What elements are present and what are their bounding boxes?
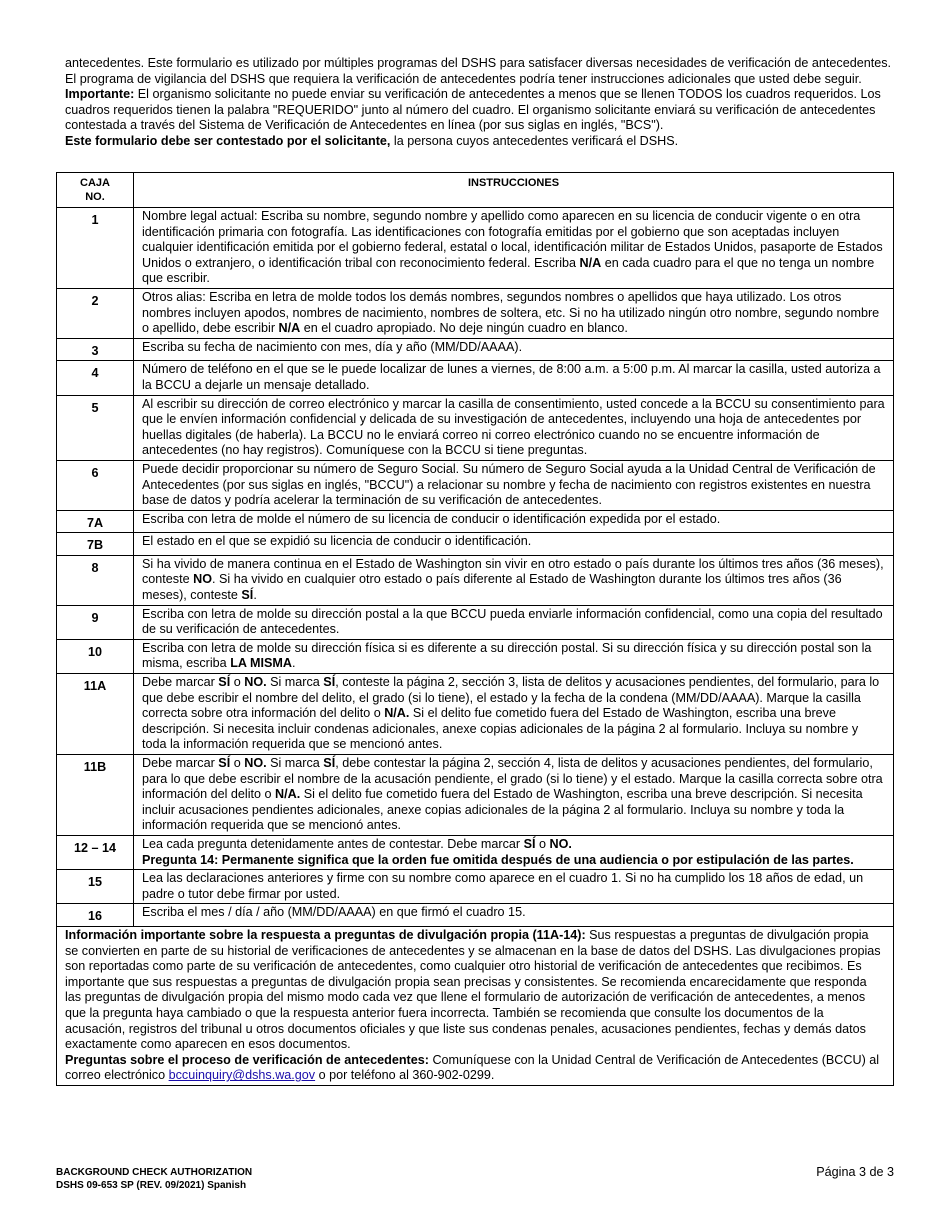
box-number: 3: [57, 338, 134, 361]
box-number: 12 – 14: [57, 835, 134, 869]
instruction-text: Otros alias: Escriba en letra de molde todos los demás nombres, segundos nombres o apellidos que haya utilizado. Los otros nombres incluyen apodos, nombres de nacimiento, nombres de soltera, etc. Si no ha utilizado ningún otro nombre, segundo nombre o apellido, debe escribir N/A en el cuadro apropiado. No deje ningún cuadro en blanco.: [134, 288, 894, 338]
instruction-text: Lea cada pregunta detenidamente antes de contestar. Debe marcar SÍ o NO. Pregunta 14: Permanente significa que la orden fue omitida después de una audiencia o por estipulación de las partes.: [134, 835, 894, 869]
instruction-text: Lea las declaraciones anteriores y firme con su nombre como aparece en el cuadro 1. Si no ha cumplido los 18 años de edad, un padre o tutor debe firmar por usted.: [134, 870, 894, 904]
instruction-text: Debe marcar SÍ o NO. Si marca SÍ, conteste la página 2, sección 3, lista de delitos y acusaciones pendientes, del formulario, para lo que debe escribir el nombre del delito, el grado (si lo tiene), el estado y la fecha de la condena (MM/DD/AAAA). Marque la casilla correcta sobre otra información del delito o N/A. Si el delito fue cometido fuera del Estado de Washington, escriba una breve descripción. Si necesita incluir condenas adicionales, anexe copias adicionales de la página 2 al formulario. Incluya su nombre y toda la información requerida que se mencionó antes.: [134, 674, 894, 755]
table-row: [57, 395, 894, 460]
table-row: [57, 288, 894, 338]
instruction-text: El estado en el que se expidió su licencia de conducir o identificación.: [134, 533, 894, 556]
box-number: 15: [57, 870, 134, 904]
table-row: [57, 555, 894, 605]
importante-paragraph: Importante: El organismo solicitante no puede enviar su verificación de antecedentes a menos que se llenen TODOS los cuadros requeridos. Los cuadros requeridos tienen la palabra "REQUERIDO" junto al número del cuadro. El organismo solicitante enviará su verificación de antecedentes contestada a través del Sistema de Verificación de Antecedentes en línea (por sus siglas en inglés, "BCS").: [65, 87, 881, 133]
intro-section: [65, 56, 895, 150]
table-row: [57, 533, 894, 556]
table-row: [57, 904, 894, 927]
box-number: 5: [57, 395, 134, 460]
table-row: [57, 361, 894, 395]
page-number: Página 3 de 3: [816, 1165, 894, 1179]
box-number: 10: [57, 639, 134, 673]
box-number: 7A: [57, 510, 134, 533]
form-number: DSHS 09-653 SP (REV. 09/2021) Spanish: [56, 1179, 247, 1191]
table-row: [57, 510, 894, 533]
form-title: BACKGROUND CHECK AUTHORIZATION: [56, 1167, 253, 1178]
header-box-number: CAJA NO.: [57, 173, 134, 208]
instruction-text: Nombre legal actual: Escriba su nombre, segundo nombre y apellido como aparecen en su licencia de conducir vigente o en otra identificación primaria con fotografía. Las identificaciones con fotografía emitidas por el gobierno que son aceptadas incluyen cualquier identificación emitida por el gobierno federal, estatal o local, identificación militar de Estados Unidos, pasaporte de Estados Unidos o extranjero, o identificación tribal con reconocimiento federal. Escriba N/A en cada cuadro para el que no tenga un nombre que escribir.: [134, 208, 894, 289]
instruction-text: Escriba el mes / día / año (MM/DD/AAAA) en que firmó el cuadro 15.: [134, 904, 894, 927]
instruction-text: Puede decidir proporcionar su número de Seguro Social. Su número de Seguro Social ayuda a la Unidad Central de Verificación de Antecedentes (por sus siglas en inglés, "BCCU") a relacionar su nombre y fecha de nacimiento con registros existentes en nuestra base de datos y podría acelerar la terminación de su verificación de antecedentes.: [134, 460, 894, 510]
self-disclosure-info: Información importante sobre la respuesta a preguntas de divulgación propia (11A-14): Sus respuestas a preguntas de divulgación propia se convierten en parte de su historial de verificaciones de antecedentes y se almacenan en la base de datos del DSHS. Las divulgaciones propias son reportadas como parte de su verificación de antecedentes, como cualquier otro historial de verificación de antecedentes que recibimos. Es importante que sus respuestas a preguntas de divulgación propia sean precisas y consistentes. Se recomienda encarecidamente que responda las preguntas de divulgación propia del mismo modo cada vez que llene el formulario de autorización de verificación de antecedentes, a menos que la pregunta haya cambiado o que la respuesta anterior fuera incorrecta. También se recomienda que consulte los documentos de la acusación, registros del tribunal u otros documentos oficiales y que liste sus condenas penales, acusaciones pendientes, fechas y demás datos exactamente como aparecen en esos documentos.: [65, 927, 881, 1052]
table-row: [57, 870, 894, 904]
instructions-table: [56, 172, 894, 1086]
table-header-row: [57, 173, 894, 208]
instruction-text: Al escribir su dirección de correo electrónico y marcar la casilla de consentimiento, usted concede a la BCCU su consentimiento para que le envíen información confidencial y delicada de su investigación de antecedentes, incluyendo una hoja de antecedentes por huellas digitales (de haberla). La BCCU no le enviará correo ni correo electrónico cuando no se encuentre información de antecedentes (no hay registros). Comuníquese con la BCCU si tiene preguntas.: [134, 395, 894, 460]
table-row: [57, 460, 894, 510]
box-number: 9: [57, 605, 134, 639]
table-row: [57, 338, 894, 361]
box-number: 8: [57, 555, 134, 605]
box-number: 6: [57, 460, 134, 510]
table-row: [57, 674, 894, 755]
instruction-text: Escriba con letra de molde el número de su licencia de conducir o identificación expedida por el estado.: [134, 510, 894, 533]
instruction-text: Si ha vivido de manera continua en el Estado de Washington sin vivir en otro estado o país durante los últimos tres años (36 meses), conteste NO. Si ha vivido en cualquier otro estado o país diferente al Estado de Washington durante los últimos tres años (36 meses), conteste SÍ.: [134, 555, 894, 605]
important-info-box: [57, 926, 894, 1085]
instruction-text: Escriba su fecha de nacimiento con mes, día y año (MM/DD/AAAA).: [134, 338, 894, 361]
header-instructions: INSTRUCCIONES: [134, 173, 894, 208]
box-number: 11B: [57, 755, 134, 836]
box-number: 1: [57, 208, 134, 289]
info-row: [57, 926, 894, 1085]
form-footer: [56, 1167, 252, 1192]
table-row: [57, 835, 894, 869]
box-number: 16: [57, 904, 134, 927]
importante-label: Importante:: [65, 87, 135, 102]
box-number: 7B: [57, 533, 134, 556]
contact-info: Preguntas sobre el proceso de verificación de antecedentes: Comuníquese con la Unidad Central de Verificación de Antecedentes (BCCU) al correo electrónico bccuinquiry@dshs.wa.gov o por teléfono al 360-902-0299.: [65, 1052, 880, 1083]
instruction-text: Número de teléfono en el que se le puede localizar de lunes a viernes, de 8:00 a.m. a 5:00 p.m. Al marcar la casilla, usted autoriza a la BCCU a dejarle un mensaje detallado.: [134, 361, 894, 395]
table-row: [57, 208, 894, 289]
box-number: 2: [57, 288, 134, 338]
box-number: 11A: [57, 674, 134, 755]
table-row: [57, 755, 894, 836]
instruction-text: Debe marcar SÍ o NO. Si marca SÍ, debe contestar la página 2, sección 4, lista de delitos y acusaciones pendientes, del formulario, para lo que debe escribir el nombre de la acusación pendiente, el grado (si lo tiene) y el estado. Marque la casilla correcta sobre otra información del delito o N/A. Si el delito fue cometido fuera del Estado de Washington, escriba una breve descripción. Si necesita incluir acusaciones pendientes adicionales, anexe copias adicionales de la página 2 al formulario. Incluya su nombre y toda la información requerida que se mencionó antes.: [134, 755, 894, 836]
box-number: 4: [57, 361, 134, 395]
table-row: [57, 605, 894, 639]
bccu-email-link[interactable]: bccuinquiry@dshs.wa.gov: [168, 1068, 316, 1083]
instruction-text: Escriba con letra de molde su dirección física si es diferente a su dirección postal. Si su dirección física y su dirección postal son la misma, escriba LA MISMA.: [134, 639, 894, 673]
contestado-paragraph: Este formulario debe ser contestado por el solicitante, la persona cuyos antecedentes verificará el DSHS.: [65, 133, 679, 148]
table-row: [57, 639, 894, 673]
intro-paragraph: antecedentes. Este formulario es utilizado por múltiples programas del DSHS para satisfacer diversas necesidades de verificación de antecedentes. El programa de vigilancia del DSHS que requiera la verificación de antecedentes podría tener instrucciones adicionales que usted debe seguir.: [65, 56, 892, 86]
instruction-text: Escriba con letra de molde su dirección postal a la que BCCU pueda enviarle información confidencial, como una copia del resultado de su verificación de antecedentes.: [134, 605, 894, 639]
